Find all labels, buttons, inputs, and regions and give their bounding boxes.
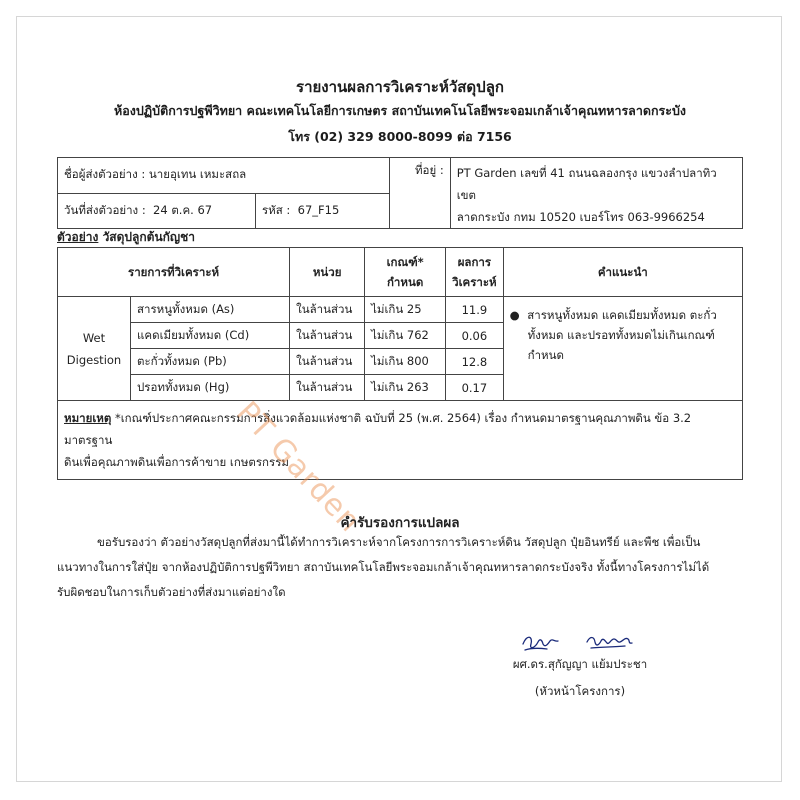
row-unit: ในล้านส่วน: [290, 323, 365, 349]
row-item: สารหนูทั้งหมด (As): [131, 297, 290, 323]
note-line2: ดินเพื่อคุณภาพดินเพื่อการค้าขาย เกษตรกรรม: [64, 455, 289, 469]
advice-line3: กำหนด: [527, 348, 564, 362]
row-item: ตะกั่วทั้งหมด (Pb): [131, 349, 290, 375]
address-label-cell: [389, 158, 450, 229]
sender-info-table: [57, 157, 743, 229]
code-label: รหัส :: [262, 202, 291, 217]
method-cell: [58, 297, 131, 401]
row-unit: ในล้านส่วน: [290, 297, 365, 323]
lab-phone: โทร (02) 329 8000-8099 ต่อ 7156: [288, 129, 512, 144]
date-value: 24 ต.ค. 67: [153, 202, 213, 217]
row-criteria: ไม่เกิน 263: [365, 375, 446, 401]
results-table: [57, 247, 743, 480]
sample-line: [57, 228, 195, 247]
note-label: หมายเหตุ: [64, 411, 112, 425]
signatory-role: (หัวหน้าโครงการ): [534, 684, 626, 698]
header-result-line2: วิเคราะห์: [452, 275, 497, 289]
sender-cell: [58, 158, 390, 194]
header-unit: หน่วย: [290, 248, 365, 297]
sender-label: ชื่อผู้ส่งตัวอย่าง :: [64, 167, 146, 182]
note-row: [58, 401, 743, 480]
advice-line1-wrap: [510, 305, 736, 325]
row-criteria: ไม่เกิน 800: [365, 349, 446, 375]
date-label: วันที่ส่งตัวอย่าง :: [64, 202, 146, 217]
header-result-line1: ผลการ: [457, 255, 492, 269]
row-criteria: ไม่เกิน 25: [365, 297, 446, 323]
header-criteria-line1: เกณฑ์*: [386, 255, 424, 269]
row-item: แคดเมียมทั้งหมด (Cd): [131, 323, 290, 349]
signature-image: [515, 628, 645, 654]
bullet-icon: ●: [509, 308, 520, 322]
watermark: PT Garden: [229, 395, 368, 540]
note-line1: *เกณฑ์ประกาศคณะกรรมการสิ่งแวดล้อมแห่งชาติ ฉบับที่ 25 (พ.ศ. 2564) เรื่อง กำหนดมาตรฐานคุณภาพดิน ข้อ 3.2 มาตรฐาน: [64, 411, 692, 447]
row-result: 0.06: [446, 323, 503, 349]
note-cell: [58, 401, 743, 480]
row-unit: ในล้านส่วน: [290, 375, 365, 401]
header-criteria: [365, 248, 446, 297]
advice-cell: [503, 297, 742, 401]
signature-block: [480, 628, 680, 701]
row-unit: ในล้านส่วน: [290, 349, 365, 375]
code-cell: [256, 193, 390, 229]
certification-body: [57, 530, 743, 605]
note-line1-wrap: [64, 407, 736, 451]
row-result: 0.17: [446, 375, 503, 401]
sample-label: ตัวอย่าง: [57, 230, 99, 244]
certification-title: คำรับรองการแปลผล: [340, 515, 460, 531]
address-cell: [450, 158, 742, 229]
address-line-1: PT Garden เลขที่ 41 ถนนฉลองกรุง แขวงลำปลาทิว เขต: [456, 166, 717, 202]
advice-line1: สารหนูทั้งหมด แคดเมียมทั้งหมด ตะกั่ว: [527, 308, 717, 322]
signatory-name: ผศ.ดร.สุกัญญา แย้มประชา: [512, 657, 648, 671]
header-advice: คำแนะนำ: [503, 248, 742, 297]
header-criteria-line2: กำหนด: [386, 275, 424, 289]
address-label: ที่อยู่ :: [414, 163, 444, 177]
header-item: รายการที่วิเคราะห์: [58, 248, 290, 297]
header-result: [446, 248, 503, 297]
row-result: 12.8: [446, 349, 503, 375]
report-title: รายงานผลการวิเคราะห์วัสดุปลูก: [296, 78, 504, 96]
certification-line1: ขอรับรองว่า ตัวอย่างวัสดุปลูกที่ส่งมานี้ได้ทำการวิเคราะห์จากโครงการการวิเคราะห์ดิน วัสดุปลูก ปุ๋ยอินทรีย์ และพืช เพื่อเป็น: [97, 535, 701, 549]
advice-line2: ทั้งหมด และปรอททั้งหมดไม่เกินเกณฑ์: [527, 328, 715, 342]
row-result: 11.9: [446, 297, 503, 323]
certification-line3: รับผิดชอบในการเก็บตัวอย่างที่ส่งมาแต่อย่างใด: [57, 585, 286, 599]
date-cell: [58, 193, 256, 229]
table-row: [58, 297, 743, 323]
lab-name: ห้องปฏิบัติการปฐพีวิทยา คณะเทคโนโลยีการเกษตร สถาบันเทคโนโลยีพระจอมเกล้าเจ้าคุณทหารลาดกระบัง: [113, 103, 687, 118]
sample-value: วัสดุปลูกต้นกัญชา: [102, 230, 196, 244]
sender-value: นายอุเทน เหมะสถล: [148, 167, 247, 182]
results-header-row: [58, 248, 743, 297]
row-criteria: ไม่เกิน 762: [365, 323, 446, 349]
method-line2: Digestion: [66, 352, 122, 367]
code-value: 67_F15: [297, 202, 340, 217]
address-line-2: ลาดกระบัง กทม 10520 เบอร์โทร 063-9966254: [456, 210, 705, 224]
row-item: ปรอททั้งหมด (Hg): [131, 375, 290, 401]
certification-line2: แนวทางในการใส่ปุ๋ย จากห้องปฏิบัติการปฐพีวิทยา สถาบันเทคโนโลยีพระจอมเกล้าเจ้าคุณทหารลาดกระบังจริง ทั้งนี้ทางโครงการไม่ได้: [57, 560, 710, 574]
method-line1: Wet: [82, 330, 106, 345]
